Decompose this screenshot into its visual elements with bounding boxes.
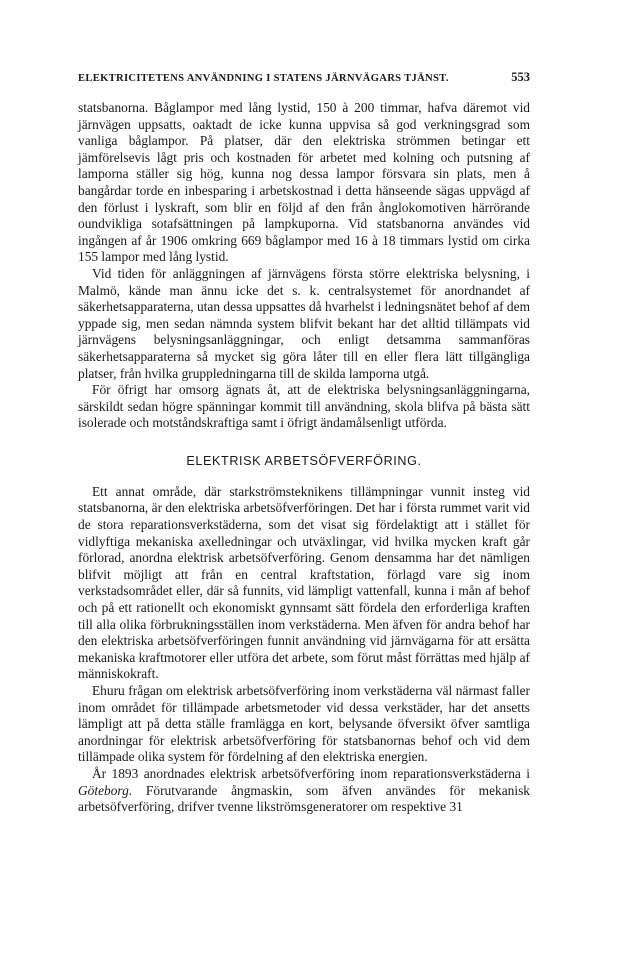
document-page [78, 70, 530, 816]
paragraph-1: statsbanorna. Båglampor med lång lystid, 150 à 200 timmar, hafva däremot vid järnvägen uppsatts, oaktadt de icke kunna uppvisa så god verkningsgrad som vanliga båglampor. På platser, där den elektriska strömmen betingar ett jämförelsevis lågt pris och kostnaden för arbetet med kolning och putsning af lamporna ställer sig hög, kunna nog dessa lampor försvara sin plats, men å bangårdar torde en inbesparing i arbetskostnad i detta hänseende sägas uppvägd af den förlust i lyskraft, som blir en följd af den från ånglokomotiven härrörande oundvikliga sotafsättningen på lampkuporna. Vid statsbanorna användes vid ingången af år 1906 omkring 669 båglampor med 16 à 18 timmars lystid om cirka 155 lampor med lång lystid. [78, 100, 530, 265]
paragraph-3: För öfrigt har omsorg ägnats åt, att de elektriska belysningsanläggningarna, särskildt sedan högre spänningar kommit till användning, skola blifva på bästa sätt isolerade och motståndskraftiga samt i öfrigt ändamålsenligt utförda. [78, 382, 530, 431]
paragraph-6 [78, 766, 530, 816]
running-title: ELEKTRICITETENS ANVÄNDNING I STATENS JÄRNVÄGARS TJÄNST. [78, 73, 449, 84]
running-header [78, 70, 530, 92]
paragraph-4: Ett annat område, där starkströmsteknikens tillämpningar vunnit insteg vid statsbanorna, är den elektriska arbetsöfverföringen. Det har i första rummet varit vid de stora reparationsverkstäderna, som det visat sig fördelaktigt att i stället för vidlyftiga mekaniska axelledningar och utväxlingar, vid hvilka mycken kraft går förlorad, anordna elektrisk arbetsöfverföring. Genom densamma har det nämligen blifvit möjligt att från en central kraftstation, förlagd vare sig inom verkstadsområdet eller, där så funnits, vid lämpligt vattenfall, kunna i mån af behof och på ett rationellt och ekonomiskt gynnsamt sätt fördela den erforderliga kraften till alla olika förbrukningsställen inom verkstäderna. Men äfven för andra behof har den elektriska arbetsöfverföringen funnit användning vid järnvägarna för att ersätta mekaniska kraftmotorer eller utföra det arbete, som förut måst förrättas med hjälp af människokraft. [78, 483, 530, 682]
paragraph-6-start: År 1893 anordnades elektrisk arbetsöfverföring inom reparationsverkstäderna i [92, 765, 530, 781]
paragraph-5: Ehuru frågan om elektrisk arbetsöfverföring inom verkstäderna väl närmast faller inom området för tillämpade arbetsmetoder vid dessa verkstäder, har det ansetts lämpligt att på detta ställe framlägga en kort, belysande öfversikt öfver samtliga anordningar för elektrisk arbetsöfverföring för statsbanornas behof och vid dem tillämpade olika system för fördelning af den elektriska energien. [78, 683, 530, 765]
paragraph-6-end: Förutvarande ångmaskin, som äfven användes för mekanisk arbetsöfverföring, drifver tvenne likströmsgeneratorer om respektive 31 [78, 782, 530, 815]
section-heading: ELEKTRISK ARBETSÖFVERFÖRING. [186, 453, 422, 468]
page-number: 553 [511, 70, 530, 84]
paragraph-2: Vid tiden för anläggningen af järnvägens första större elektriska belysning, i Malmö, kände man ännu icke det s. k. centralsystemet för anordnandet af säkerhetsapparaterna, utan dessa uppsattes då hvarhelst i ledningsnätet behof af dem yppade sig, men sedan nämnda system blifvit bekant har det alltid tillämpats vid järnvägens belysningsanläggningar, och enligt detsamma sammanföras säkerhetsapparaterna så mycket sig göra låter till en eller flera lätt tillgängliga platser, från hvilka gruppledningarna till de skilda lamporna utgå. [78, 265, 530, 381]
city-name: Göteborg. [78, 782, 133, 798]
